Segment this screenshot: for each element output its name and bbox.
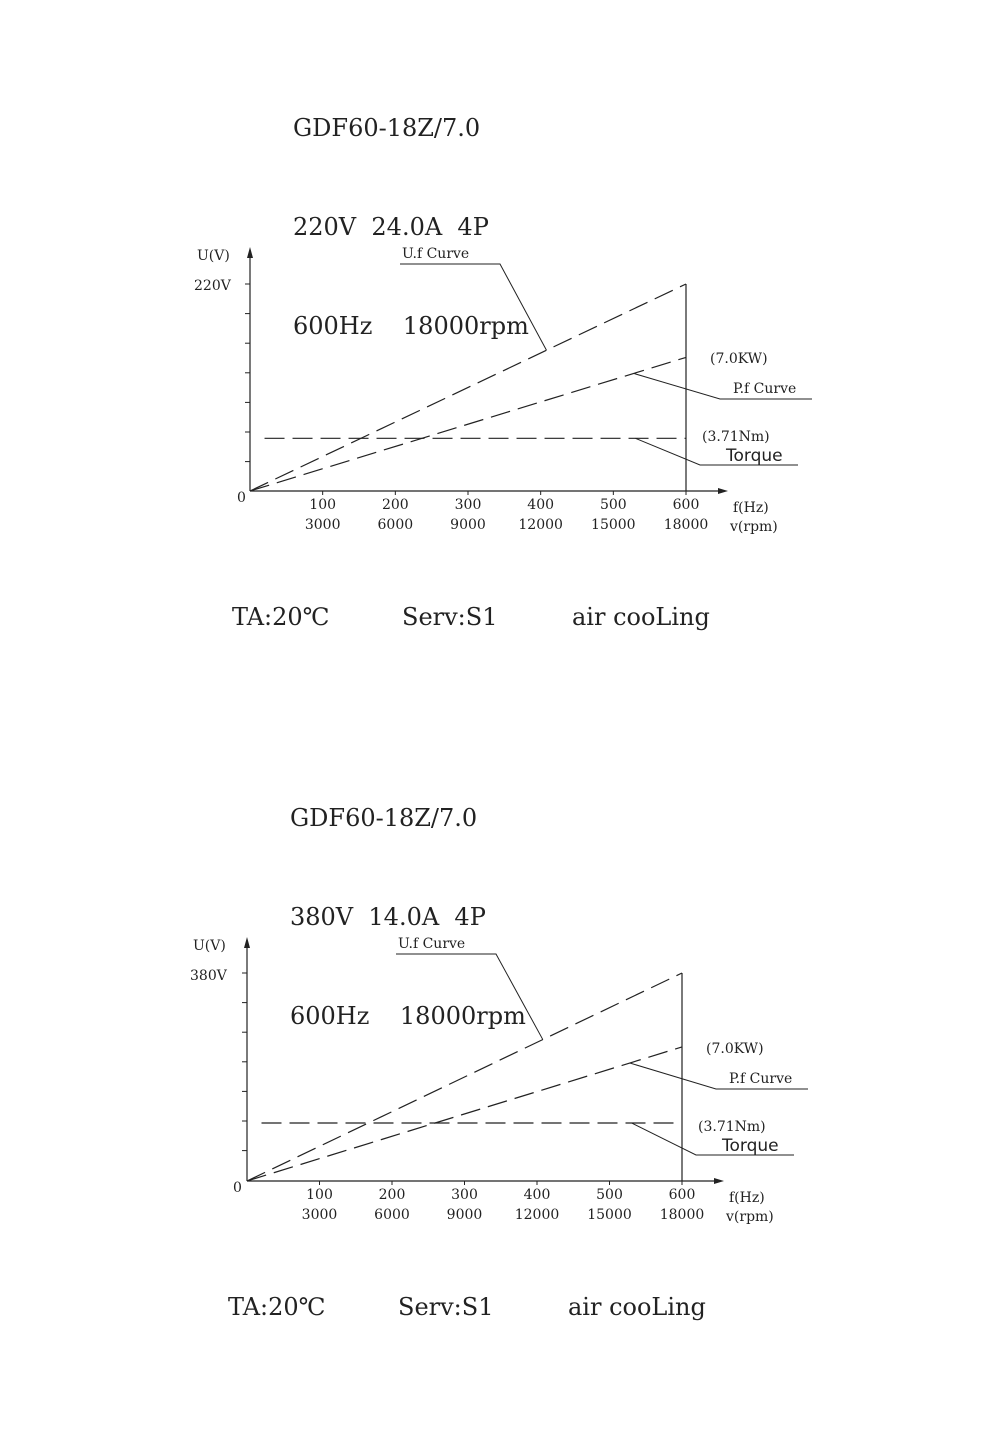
model-line: GDF60-18Z/7.0 [290, 804, 478, 832]
speed-line: 600Hz 18000rpm [290, 1002, 526, 1030]
torque-label: Torque [726, 446, 783, 466]
series-line-0 [247, 973, 682, 1181]
ambient-temp: TA:20℃ [228, 1293, 326, 1321]
y-axis-arrow-icon [244, 937, 250, 948]
x-tick-label: 500 [599, 497, 627, 513]
conditions-footer [0, 1293, 985, 1325]
x2-tick-label: 9000 [450, 517, 486, 533]
rating-line: 380V 14.0A 4P [290, 903, 486, 931]
pf-curve-label: P.f Curve [729, 1071, 793, 1087]
conditions-footer [0, 603, 985, 635]
series-line-0 [250, 284, 686, 491]
x2-tick-label: 6000 [374, 1207, 410, 1223]
power-annotation: (7.0KW) [706, 1041, 764, 1057]
uf-pf-chart [0, 690, 985, 1380]
x2-tick-label: 12000 [514, 1207, 560, 1223]
speed-line: 600Hz 18000rpm [293, 312, 529, 340]
pf-curve-label: P.f Curve [733, 381, 797, 397]
y-axis-arrow-icon [247, 247, 253, 258]
x-axis-arrow-icon [718, 488, 728, 494]
x-tick-label: 100 [306, 1187, 333, 1203]
uf-curve-label: U.f Curve [402, 246, 470, 262]
x2-tick-label: 9000 [446, 1207, 483, 1223]
x2-tick-label: 15000 [591, 517, 636, 533]
uf-leader-line [400, 264, 546, 350]
uf-pf-chart [0, 0, 985, 690]
y-axis-label: U(V) [197, 248, 230, 264]
x2-tick-label: 18000 [659, 1207, 705, 1223]
cooling-type: air cooLing [568, 1293, 706, 1321]
series-line-1 [250, 357, 686, 491]
rating-line: 220V 24.0A 4P [293, 213, 489, 241]
origin-label: 0 [237, 490, 246, 506]
uf-leader-line [396, 954, 543, 1040]
y-axis-label: U(V) [193, 938, 226, 954]
chart-panel-380v [0, 690, 985, 1380]
model-line: GDF60-18Z/7.0 [293, 114, 481, 142]
torque-annotation: (3.71Nm) [702, 429, 770, 445]
x2-axis-label: v(rpm) [730, 519, 778, 535]
y-max-label: 380V [190, 968, 227, 984]
cooling-type: air cooLing [572, 603, 710, 631]
x-tick-label: 400 [527, 497, 555, 513]
ambient-temp: TA:20℃ [232, 603, 330, 631]
origin-label: 0 [233, 1180, 242, 1196]
series-line-1 [247, 1047, 682, 1181]
x-tick-label: 100 [309, 497, 337, 513]
x-tick-label: 300 [451, 1187, 478, 1203]
duty-class: Serv:S1 [402, 603, 498, 631]
duty-class: Serv:S1 [398, 1293, 494, 1321]
x2-axis-label: v(rpm) [726, 1209, 774, 1225]
x-tick-label: 500 [596, 1187, 623, 1203]
power-annotation: (7.0KW) [710, 351, 768, 367]
x2-tick-label: 15000 [587, 1207, 632, 1223]
x2-tick-label: 6000 [377, 517, 414, 533]
x-tick-label: 600 [668, 1187, 696, 1203]
x2-tick-label: 3000 [304, 517, 341, 533]
uf-curve-label: U.f Curve [398, 936, 466, 952]
x-axis-label: f(Hz) [733, 500, 769, 516]
y-max-label: 220V [194, 278, 231, 294]
x-tick-label: 600 [672, 497, 700, 513]
torque-label: Torque [722, 1136, 779, 1156]
x2-tick-label: 18000 [663, 517, 709, 533]
x-tick-label: 300 [454, 497, 482, 513]
x-axis-arrow-icon [714, 1178, 724, 1184]
x-tick-label: 400 [523, 1187, 551, 1203]
x-tick-label: 200 [381, 497, 409, 513]
x-axis-label: f(Hz) [729, 1190, 765, 1206]
chart-panel-220v [0, 0, 985, 690]
x2-tick-label: 3000 [301, 1207, 338, 1223]
torque-annotation: (3.71Nm) [698, 1119, 766, 1135]
x-tick-label: 200 [378, 1187, 406, 1203]
x2-tick-label: 12000 [518, 517, 563, 533]
